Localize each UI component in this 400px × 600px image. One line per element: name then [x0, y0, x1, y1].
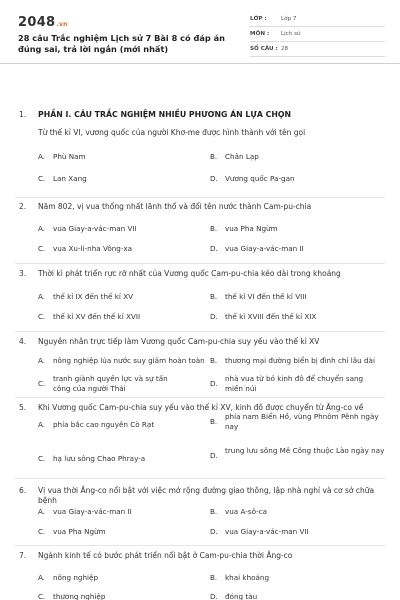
meta-label: MÔN : [250, 31, 270, 37]
option-letter: B. [210, 573, 218, 582]
meta-label: SỐ CÂU : [250, 46, 278, 52]
option-text: vua A-sô-ca [225, 507, 268, 516]
option-text: phía bắc cao nguyên Cò Rạt [53, 420, 155, 429]
option-letter: D. [210, 451, 218, 460]
question-number: 4. [19, 337, 27, 346]
divider [15, 331, 385, 332]
option-letter: C. [38, 244, 46, 253]
meta-row-count [250, 42, 385, 57]
option-b[interactable] [210, 152, 365, 162]
meta-value: 28 [281, 46, 289, 52]
option-letter: B. [210, 292, 218, 301]
option-letter: A. [38, 152, 46, 161]
question-number: 2. [19, 202, 27, 211]
option-text: tranh giành quyền lực và sự tấn công của người Thái [53, 374, 168, 393]
option-text: vua Giay-a-vác-man VII [225, 527, 309, 536]
question-text: Ngành kinh tế có bước phát triển nổi bật ở Cam-pu-chia thời Ăng-co [38, 551, 293, 560]
option-text: Chân Lạp [225, 152, 259, 161]
option-letter: A. [38, 420, 46, 429]
option-d[interactable] [210, 312, 365, 322]
option-letter: D. [210, 592, 218, 600]
option-c[interactable] [38, 244, 193, 254]
site-logo[interactable] [18, 15, 68, 30]
meta-value: Lớp 7 [281, 16, 297, 22]
option-d[interactable] [210, 446, 385, 461]
option-text: thế kỉ XVIII đến thế kỉ XIX [225, 312, 317, 321]
option-text: khai khoáng [225, 573, 270, 582]
option-a[interactable] [38, 356, 213, 366]
divider [15, 197, 385, 198]
option-c[interactable] [38, 454, 193, 464]
question-text: Nguyên nhân trực tiếp làm Vương quốc Cam-pu-chia suy yếu vào thế kỉ XV [38, 337, 320, 346]
option-b[interactable] [210, 412, 385, 432]
option-text: hạ lưu sông Chao Phray-a [53, 454, 146, 463]
option-d[interactable] [210, 592, 365, 600]
document-title: 28 câu Trắc nghiệm Lịch sử 7 Bài 8 có đáp án đúng sai, trả lời ngắn (mới nhất) [18, 33, 225, 54]
question-number: 3. [19, 269, 27, 278]
meta-row-grade [250, 12, 385, 27]
meta-row-subject [250, 27, 385, 42]
option-letter: D. [210, 312, 218, 321]
option-text: nông nghiệp lúa nước suy giảm hoàn toàn [53, 356, 205, 365]
option-text: vua Giay-a-vác-man II [225, 244, 304, 253]
option-d[interactable] [210, 374, 375, 394]
meta-label: LỚP : [250, 16, 267, 22]
option-d[interactable] [210, 244, 365, 254]
option-letter: A. [38, 224, 46, 233]
question-text: Từ thế kỉ VI, vương quốc của người Khơ-me được hình thành với tên gọi [38, 128, 306, 137]
divider [15, 397, 385, 398]
option-text: phía nam Biển Hồ, vùng Phnôm Pênh ngày nay [225, 412, 379, 431]
option-b[interactable] [210, 292, 365, 302]
option-letter: A. [38, 356, 46, 365]
option-text: đóng tàu [225, 592, 258, 600]
option-c[interactable] [38, 312, 193, 322]
option-b[interactable] [210, 224, 365, 234]
option-c[interactable] [38, 174, 193, 184]
option-letter: C. [38, 454, 46, 463]
option-text: Vương quốc Pa-gan [225, 174, 295, 183]
section-title: PHẦN I. CÂU TRẮC NGHIỆM NHIỀU PHƯƠNG ÁN LỰA CHỌN [38, 110, 292, 119]
option-letter: C. [38, 312, 46, 321]
option-text: Lan Xang [53, 174, 87, 183]
option-text: Phù Nam [53, 152, 86, 161]
question-number: 1. [19, 110, 27, 119]
option-text: trung lưu sông Mê Công thuộc Lào ngày nay [225, 446, 385, 455]
option-text: thương nghiệp [53, 592, 106, 600]
question-number: 5. [19, 403, 27, 412]
option-letter: A. [38, 573, 46, 582]
option-c[interactable] [38, 374, 183, 394]
option-letter: B. [210, 224, 218, 233]
option-letter: D. [210, 379, 218, 388]
option-text: thế kỉ IX đến thế kỉ XV [53, 292, 134, 301]
document-header [0, 0, 400, 64]
divider [15, 545, 385, 546]
option-text: thế kỉ XV đến thế kỉ XVII [53, 312, 141, 321]
option-b[interactable] [210, 356, 390, 366]
option-letter: A. [38, 292, 46, 301]
document-meta [250, 12, 385, 57]
option-letter: C. [38, 527, 46, 536]
option-letter: D. [210, 244, 218, 253]
option-a[interactable] [38, 573, 193, 583]
option-letter: B. [210, 417, 218, 426]
option-text: vua Giay-a-vác-man VII [53, 224, 137, 233]
question-text: Vị vua thời Ăng-co nổi bật với việc mở rộng đường giao thông, lập nhà nghỉ và cơ sở chữa bệnh [38, 486, 375, 505]
option-b[interactable] [210, 507, 365, 517]
option-text: nông nghiệp [53, 573, 99, 582]
logo-suffix: .vn [56, 21, 68, 28]
logo-text: 2048 [18, 15, 56, 30]
divider [15, 263, 385, 264]
question-text: Năm 802, vị vua thống nhất lãnh thổ và đổi tên nước thành Cam-pu-chia [38, 202, 312, 211]
meta-value: Lịch sử [281, 31, 301, 37]
option-a[interactable] [38, 507, 193, 517]
option-text: vua Giay-a-vác-man II [53, 507, 132, 516]
option-text: thế kỉ VI đến thế kỉ VIII [225, 292, 307, 301]
option-c[interactable] [38, 527, 193, 537]
question-number: 7. [19, 551, 27, 560]
option-d[interactable] [210, 527, 365, 537]
option-a[interactable] [38, 152, 193, 162]
question-text: Thời kì phát triển rực rỡ nhất của Vương quốc Cam-pu-chia kéo dài trong khoảng [38, 269, 341, 278]
divider [15, 478, 385, 479]
option-a[interactable] [38, 224, 193, 234]
option-text: vua Pha Ngừm [225, 224, 278, 233]
option-letter: C. [38, 592, 46, 600]
option-b[interactable] [210, 573, 365, 583]
option-text: vua Xu-li-nha Vông-xa [53, 244, 133, 253]
option-a[interactable] [38, 292, 193, 302]
option-letter: B. [210, 152, 218, 161]
option-letter: D. [210, 527, 218, 536]
question-number: 6. [19, 486, 27, 495]
option-letter: C. [38, 174, 46, 183]
option-a[interactable] [38, 420, 193, 430]
option-text: vua Pha Ngừm [53, 527, 106, 536]
option-letter: B. [210, 356, 218, 365]
question-text: Khi Vương quốc Cam-pu-chia suy yếu vào thế kỉ XV, kinh đô được chuyển từ Ăng-co về [38, 403, 364, 412]
option-text: nhà vua từ bỏ kinh đô để chuyển sang miền núi [225, 374, 364, 393]
option-c[interactable] [38, 592, 193, 600]
option-letter: A. [38, 507, 46, 516]
option-letter: D. [210, 174, 218, 183]
option-letter: B. [210, 507, 218, 516]
option-letter: C. [38, 379, 46, 388]
option-text: thương mại đường biển bị đình chỉ lâu dài [225, 356, 375, 365]
option-d[interactable] [210, 174, 365, 184]
